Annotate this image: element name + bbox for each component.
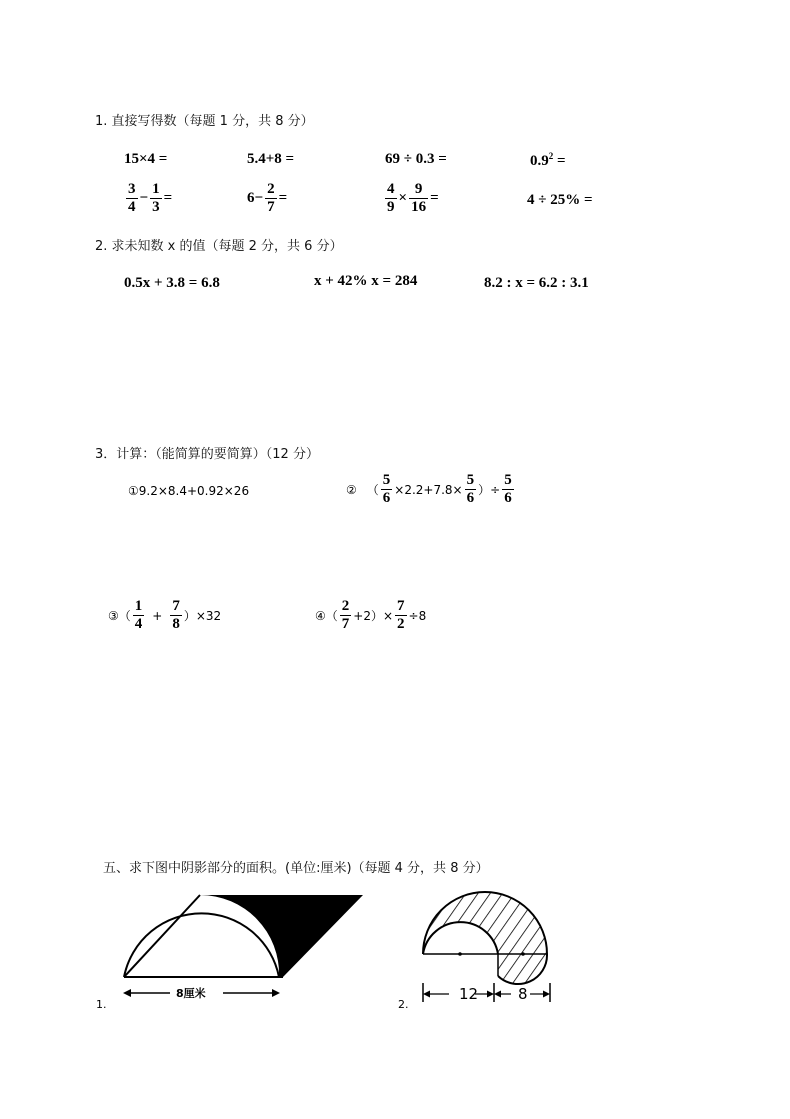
section2-heading: 2. 求未知数 x 的值（每题 2 分，共 6 分） — [95, 239, 343, 254]
equation-2: x + 42% x = 284 — [314, 273, 418, 289]
calc-3: ③（ $\frac{1}{4}$ + $\frac{7}{8}$ ）×32 — [108, 598, 222, 632]
problem-1-2: 5.4+8 = — [247, 151, 295, 167]
problem-1-3: 69 ÷ 0.3 = — [385, 151, 447, 167]
dimension-arrows-2 — [423, 983, 550, 1002]
semicircle-arc — [124, 913, 279, 977]
diagonal-line — [124, 895, 200, 977]
dimension-label-12: 12 — [459, 985, 479, 1003]
problem-1-4: $0.9^2$ = — [530, 151, 566, 169]
calc-2: ② （ $\frac{5}{6}$ ×2.2+7.8× $\frac{5}{6}$ ）÷ $\frac{5}{6}$ — [346, 472, 512, 506]
problem-1-6: 6− $\frac{2}{7}$ = — [247, 181, 288, 215]
figure-2-number: 2. — [398, 998, 409, 1011]
equation-1: 0.5x + 3.8 = 6.8 — [124, 275, 220, 291]
problem-1-7: $\frac{4}{9}$ × $\frac{9}{16}$ = — [387, 181, 439, 215]
problem-1-1: 15×4 = — [124, 151, 168, 167]
section1-heading: 1. 直接写得数（每题 1 分，共 8 分） — [95, 114, 314, 129]
calc-4: ④（ $\frac{2}{7}$ +2）× $\frac{7}{2}$ ÷8 — [315, 598, 427, 632]
section5-heading: 五、求下图中阴影部分的面积。(单位:厘米)（每题 4 分，共 8 分） — [103, 861, 489, 876]
shaded-region-1 — [200, 895, 363, 977]
dimension-label-1: 8厘米 — [176, 987, 206, 1000]
problem-1-8: 4 ÷ 25% = — [527, 192, 593, 208]
calc-1: ①9.2×8.4+0.92×26 — [128, 484, 250, 498]
figure-1 — [115, 890, 375, 1010]
section3-heading: 3．计算：（能简算的要简算）（12 分） — [95, 447, 319, 462]
figure-1-number: 1. — [96, 998, 107, 1011]
figure-2 — [415, 878, 565, 1008]
dimension-label-8: 8 — [518, 985, 528, 1003]
problem-1-5: $\frac{3}{4}$ − $\frac{1}{3}$ = — [128, 181, 173, 215]
equation-3: 8.2 : x = 6.2 : 3.1 — [484, 275, 589, 291]
